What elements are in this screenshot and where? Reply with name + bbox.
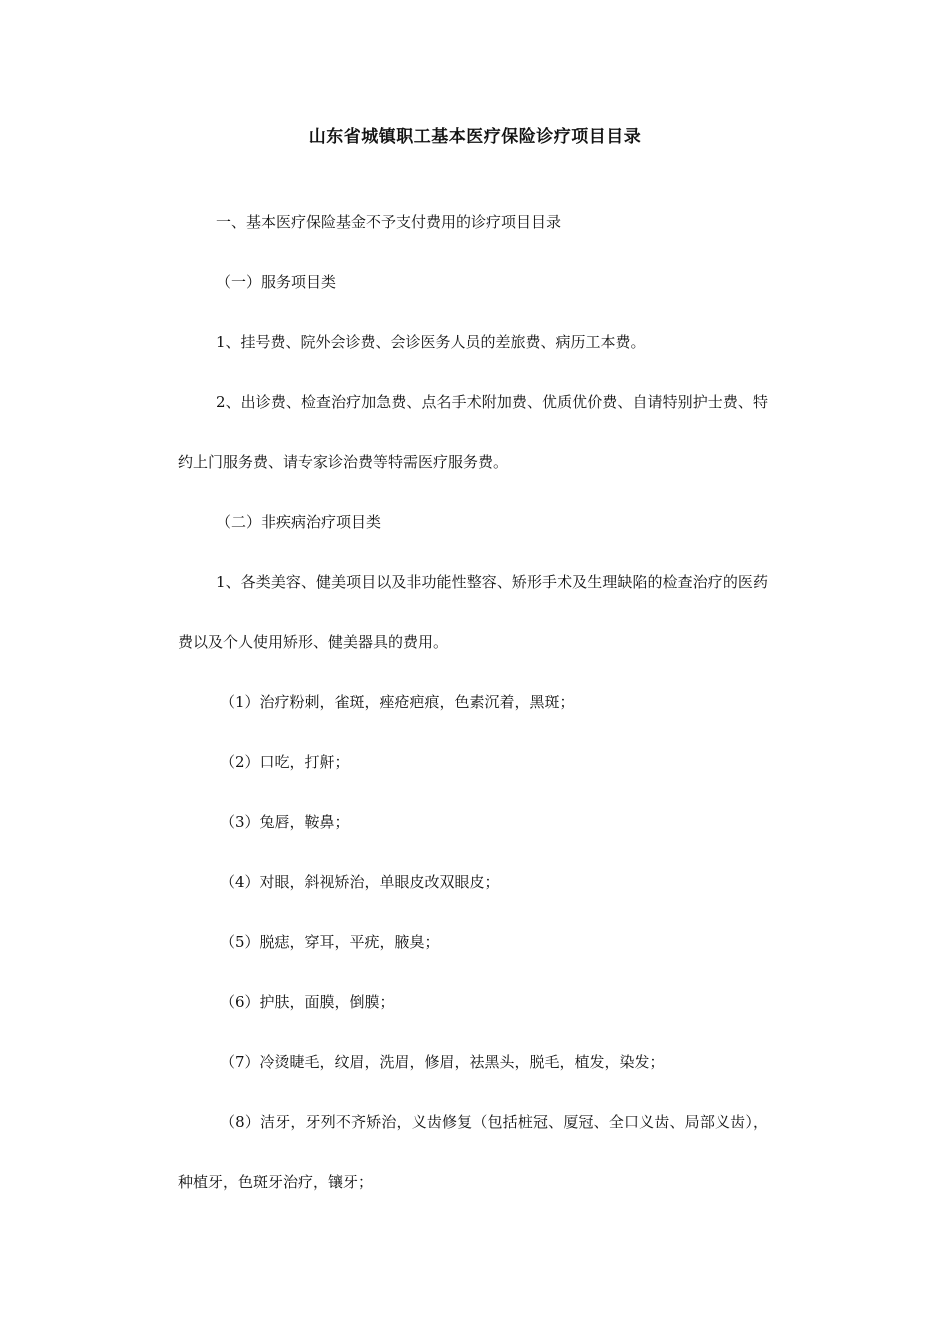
list-item: （8）洁牙，牙列不齐矫治，义齿修复（包括桩冠、厦冠、全口义齿、局部义齿），种植牙，色斑牙治疗，镶牙；	[178, 1113, 768, 1191]
paragraph: 1、各类美容、健美项目以及非功能性整容、矫形手术及生理缺陷的检查治疗的医药费以及个人使用矫形、健美器具的费用。	[178, 573, 768, 651]
list-item: （5）脱痣，穿耳，平疣，腋臭；	[220, 933, 440, 951]
list-item: （1）治疗粉刺，雀斑，痤疮疤痕，色素沉着，黑斑；	[220, 693, 575, 711]
section-heading: 一、基本医疗保险基金不予支付费用的诊疗项目目录	[216, 213, 562, 231]
list-item: （7）冷烫睫毛，纹眉，洗眉，修眉，祛黑头，脱毛，植发，染发；	[220, 1053, 665, 1071]
subsection-heading: （一）服务项目类	[216, 273, 337, 291]
paragraph: 1、挂号费、院外会诊费、会诊医务人员的差旅费、病历工本费。	[216, 333, 646, 351]
document-title: 山东省城镇职工基本医疗保险诊疗项目目录	[308, 127, 642, 147]
list-item: （2）口吃，打鼾；	[220, 753, 350, 771]
list-item: （4）对眼，斜视矫治，单眼皮改双眼皮；	[220, 873, 500, 891]
subsection-heading: （二）非疾病治疗项目类	[216, 513, 382, 531]
document-body	[178, 192, 768, 1212]
list-item: （3）兔唇，鞍鼻；	[220, 813, 350, 831]
paragraph: 2、出诊费、检查治疗加急费、点名手术附加费、优质优价费、自请特别护士费、特约上门服务费、请专家诊治费等特需医疗服务费。	[178, 393, 768, 471]
list-item: （6）护肤，面膜，倒膜；	[220, 993, 395, 1011]
